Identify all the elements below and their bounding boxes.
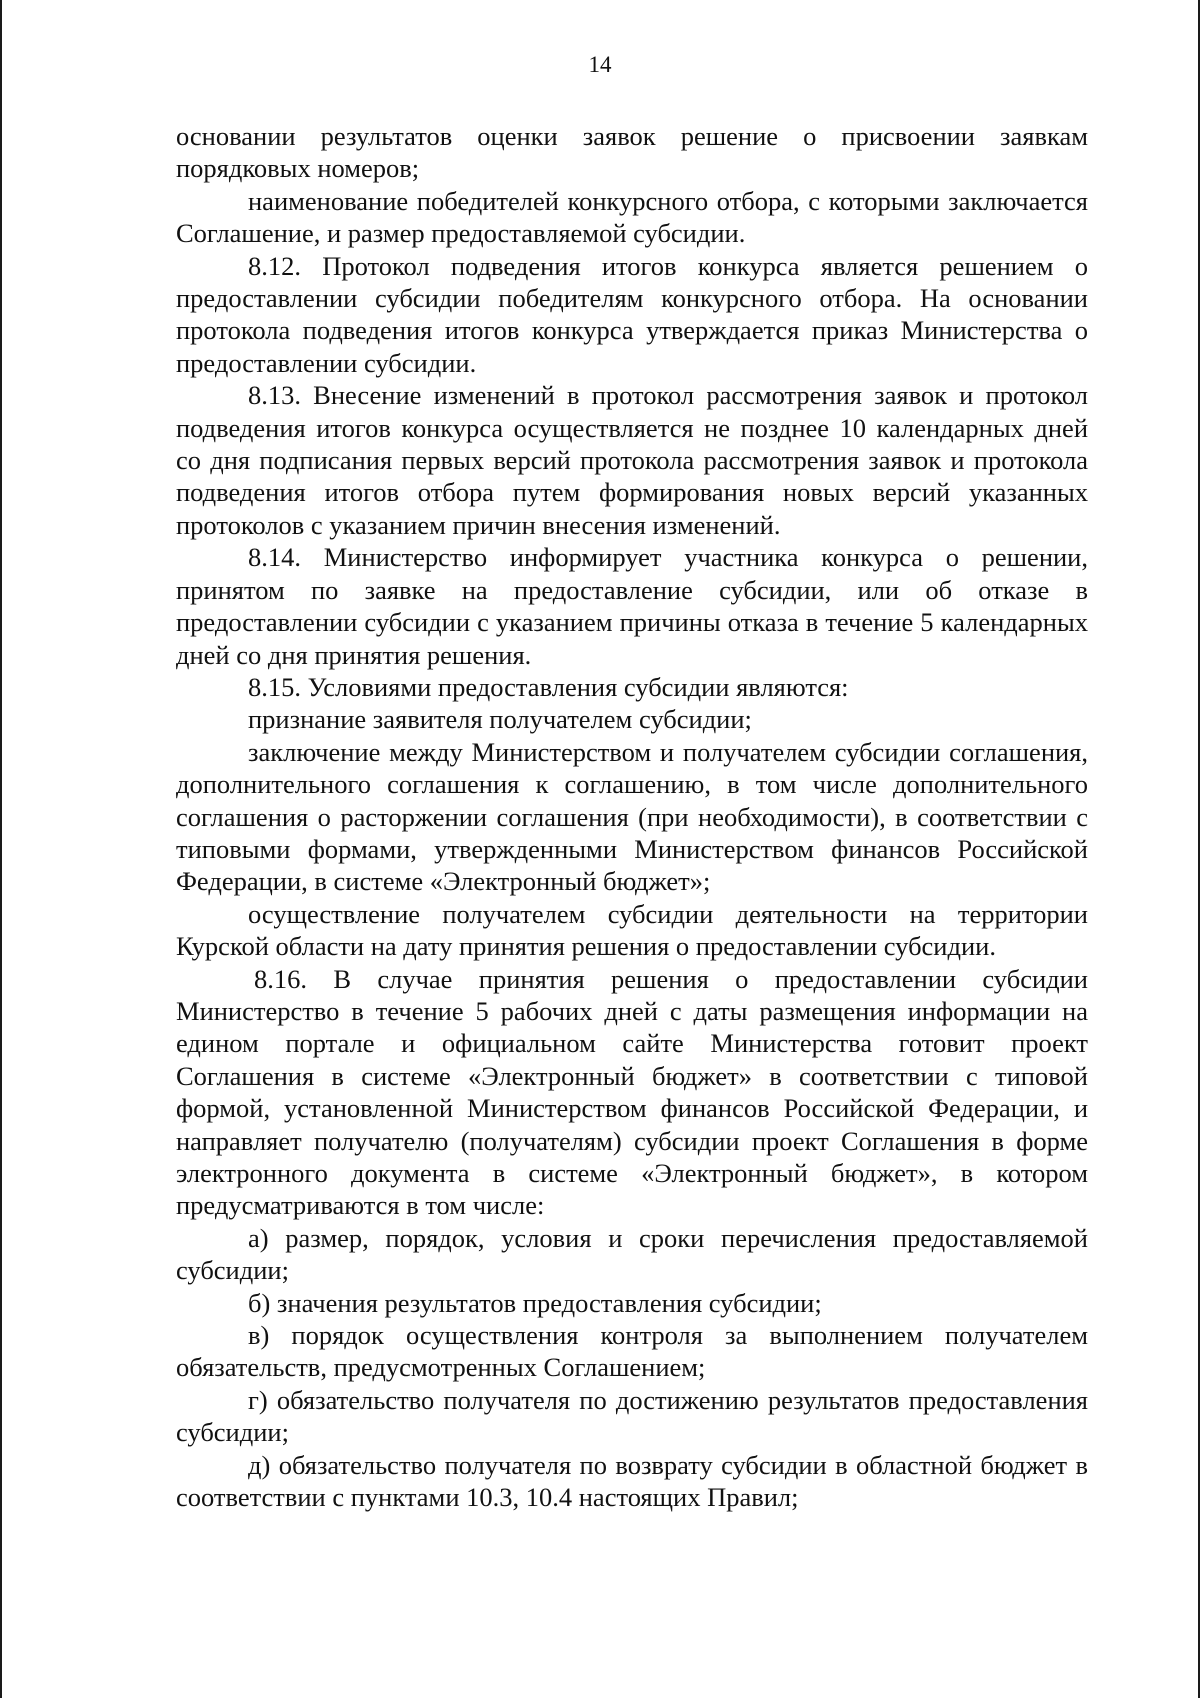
paragraph-8-15: 8.15. Условиями предоставления субсидии являются: [248,671,849,702]
paragraph-item-g: г) обязательство получателя по достижению результатов предоставления субсидии; [176,1384,1088,1448]
paragraph-winners: наименование победителей конкурсного отбора, с которыми заключается Соглашение, и размер предоставляемой субсидии. [176,185,1088,249]
scan-edge-left [0,0,2,1698]
paragraph-8-13: 8.13. Внесение изменений в протокол рассмотрения заявок и протокол подведения итогов конкурса осуществляется не позднее 10 календарных дней со дня подписания первых версий протокола рассмотрения заявок и протокола подведения итогов отбора путем формирования новых версий указанных протоколов с указанием причин внесения изменений. [176,380,1088,540]
page-number: 14 [588,52,612,77]
paragraph-8-12: 8.12. Протокол подведения итогов конкурса является решением о предоставлении субсидии победителям конкурсного отбора. На основании протокола подведения итогов конкурса утверждается приказ Министерства о предоставлении субсидии. [176,250,1088,378]
paragraph-8-14: 8.14. Министерство информирует участника конкурса о решении, принятом по заявке на предоставление субсидии, или об отказе в предоставлении субсидии с указанием причины отказа в течение 5 календарных дней со дня принятия решения. [176,542,1088,670]
paragraph-item-v: в) порядок осуществления контроля за выполнением получателем обязательств, предусмотренных Соглашением; [176,1320,1088,1383]
paragraph-continuation: основании результатов оценки заявок решение о присвоении заявкам порядковых номеров; [176,121,1088,184]
paragraph-condition-activity: осуществление получателем субсидии деятельности на территории Курской области на дату принятия решения о предоставлении субсидии. [176,898,1088,962]
document-body [176,120,1088,1513]
paragraph-item-b: б) значения результатов предоставления субсидии; [248,1287,822,1318]
paragraph-item-a: а) размер, порядок, условия и сроки перечисления предоставляемой субсидии; [176,1222,1088,1286]
paragraph-item-d: д) обязательство получателя по возврату субсидии в областной бюджет в соответствии с пунктами 10.3, 10.4 настоящих Правил; [176,1449,1088,1513]
paragraph-condition-recognition: признание заявителя получателем субсидии; [248,704,752,735]
paragraph-condition-agreement: заключение между Министерством и получателем субсидии соглашения, дополнительного соглашения к соглашению, в том числе дополнительного соглашения о расторжении соглашения (при необходимости), в соответствии с типовыми формами, утвержденными Министерством финансов Российской Федерации, в системе «Электронный бюджет»; [176,736,1088,897]
paragraph-8-16: 8.16. В случае принятия решения о предоставлении субсидии Министерство в течение 5 рабочих дней с даты размещения информации на едином портале и официальном сайте Министерства готовит проект Соглашения в системе «Электронный бюджет» в соответствии с типовой формой, установленной Министерством финансов Российской Федерации, и направляет получателю (получателям) субсидии проект Соглашения в форме электронного документа в системе «Электронный бюджет», в котором предусматриваются в том числе: [176,963,1088,1221]
